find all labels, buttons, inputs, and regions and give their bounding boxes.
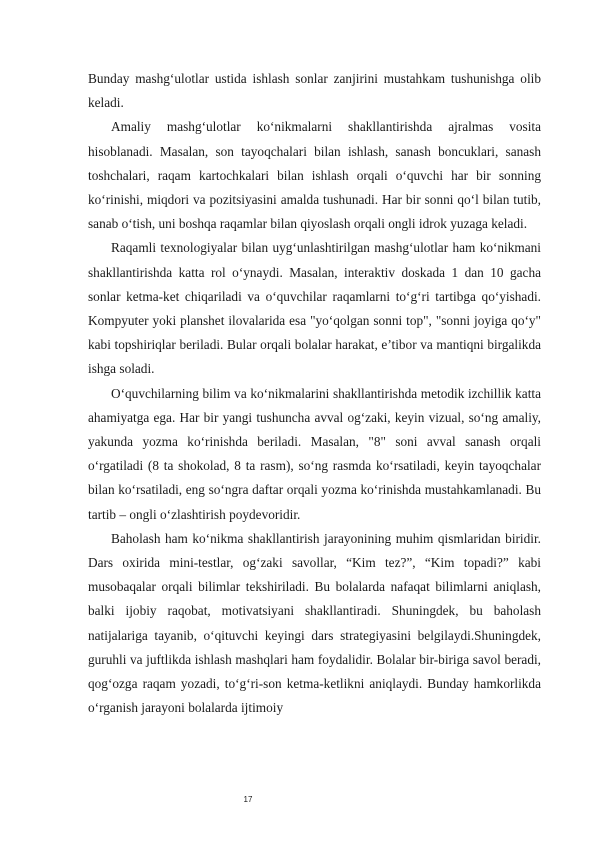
paragraph-1: Bunday mashg‘ulotlar ustida ishlash sonlar zanjirini mustahkam tushunishga olib keladi. [88, 71, 541, 111]
document-body [88, 67, 541, 720]
paragraph-3: Raqamli texnologiyalar bilan uyg‘unlashtirilgan mashg‘ulotlar ham ko‘nikmani shakllantirishda katta rol o‘ynaydi. Masalan, interaktiv doskada 1 dan 10 gacha sonlar ketma-ket chiqariladi va o‘quvchilar raqamlarni to‘g‘ri tartibga qo‘yishadi. Kompyuter yoki planshet ilovalarida esa "yo‘qolgan sonni top", "sonni joyiga qo‘y" kabi topshiriqlar beriladi. Bular orqali bolalar harakat, e’tibor va mantiqni birgalikda ishga soladi. [88, 240, 541, 377]
paragraph-5: Baholash ham ko‘nikma shakllantirish jarayonining muhim qismlaridan biridir. Dars oxirida mini-testlar, og‘zaki savollar, “Kim tez?”, “Kim topadi?” kabi musobaqalar orqali bilimlar tekshiriladi. Bu bolalarda nafaqat bilimlarni aniqlash, balki ijobiy raqobat, motivatsiyani shakllantiradi. Shuningdek, bu baholash natijalariga tayanib, o‘qituvchi keyingi dars strategiyasini belgilaydi.Shuningdek, guruhli va juftlikda ishlash mashqlari ham foydalidir. Bolalar bir-biriga savol beradi, qog‘ozga raqam yozadi, to‘g‘ri-son ketma-ketlikni aniqlaydi. Bunday hamkorlikda o‘rganish jarayoni bolalarda ijtimoiy [88, 530, 541, 716]
page-number: 17 [243, 795, 253, 804]
paragraph-2: Amaliy mashg‘ulotlar ko‘nikmalarni shakllantirishda ajralmas vosita hisoblanadi. Masalan, son tayoqchalari bilan ishlash, sanash boncuklari, sanash toshchalari, raqam kartochkalari bilan ishlash orqali o‘quvchi har bir sonning ko‘rinishi, miqdori va pozitsiyasini amalda tushunadi. Har bir sonni qo‘l bilan tutib, sanab o‘tish, uni boshqa raqamlar bilan qiyoslash orqali ongli idrok yuzaga keladi. [88, 119, 541, 232]
paragraph-4: O‘quvchilarning bilim va ko‘nikmalarini shakllantirishda metodik izchillik katta ahamiyatga ega. Har bir yangi tushuncha avval og‘zaki, keyin vizual, so‘ng amaliy, yakunda yozma ko‘rinishda beriladi. Masalan, "8" soni avval sanash orqali o‘rgatiladi (8 ta shokolad, 8 ta rasm), so‘ng rasmda ko‘rsatiladi, keyin tayoqchalar bilan ko‘rsatiladi, eng so‘ngra daftar orqali yozma ko‘rinishda mustahkamlanadi. Bu tartib – ongli o‘zlashtirish poydevoridir. [88, 385, 541, 522]
